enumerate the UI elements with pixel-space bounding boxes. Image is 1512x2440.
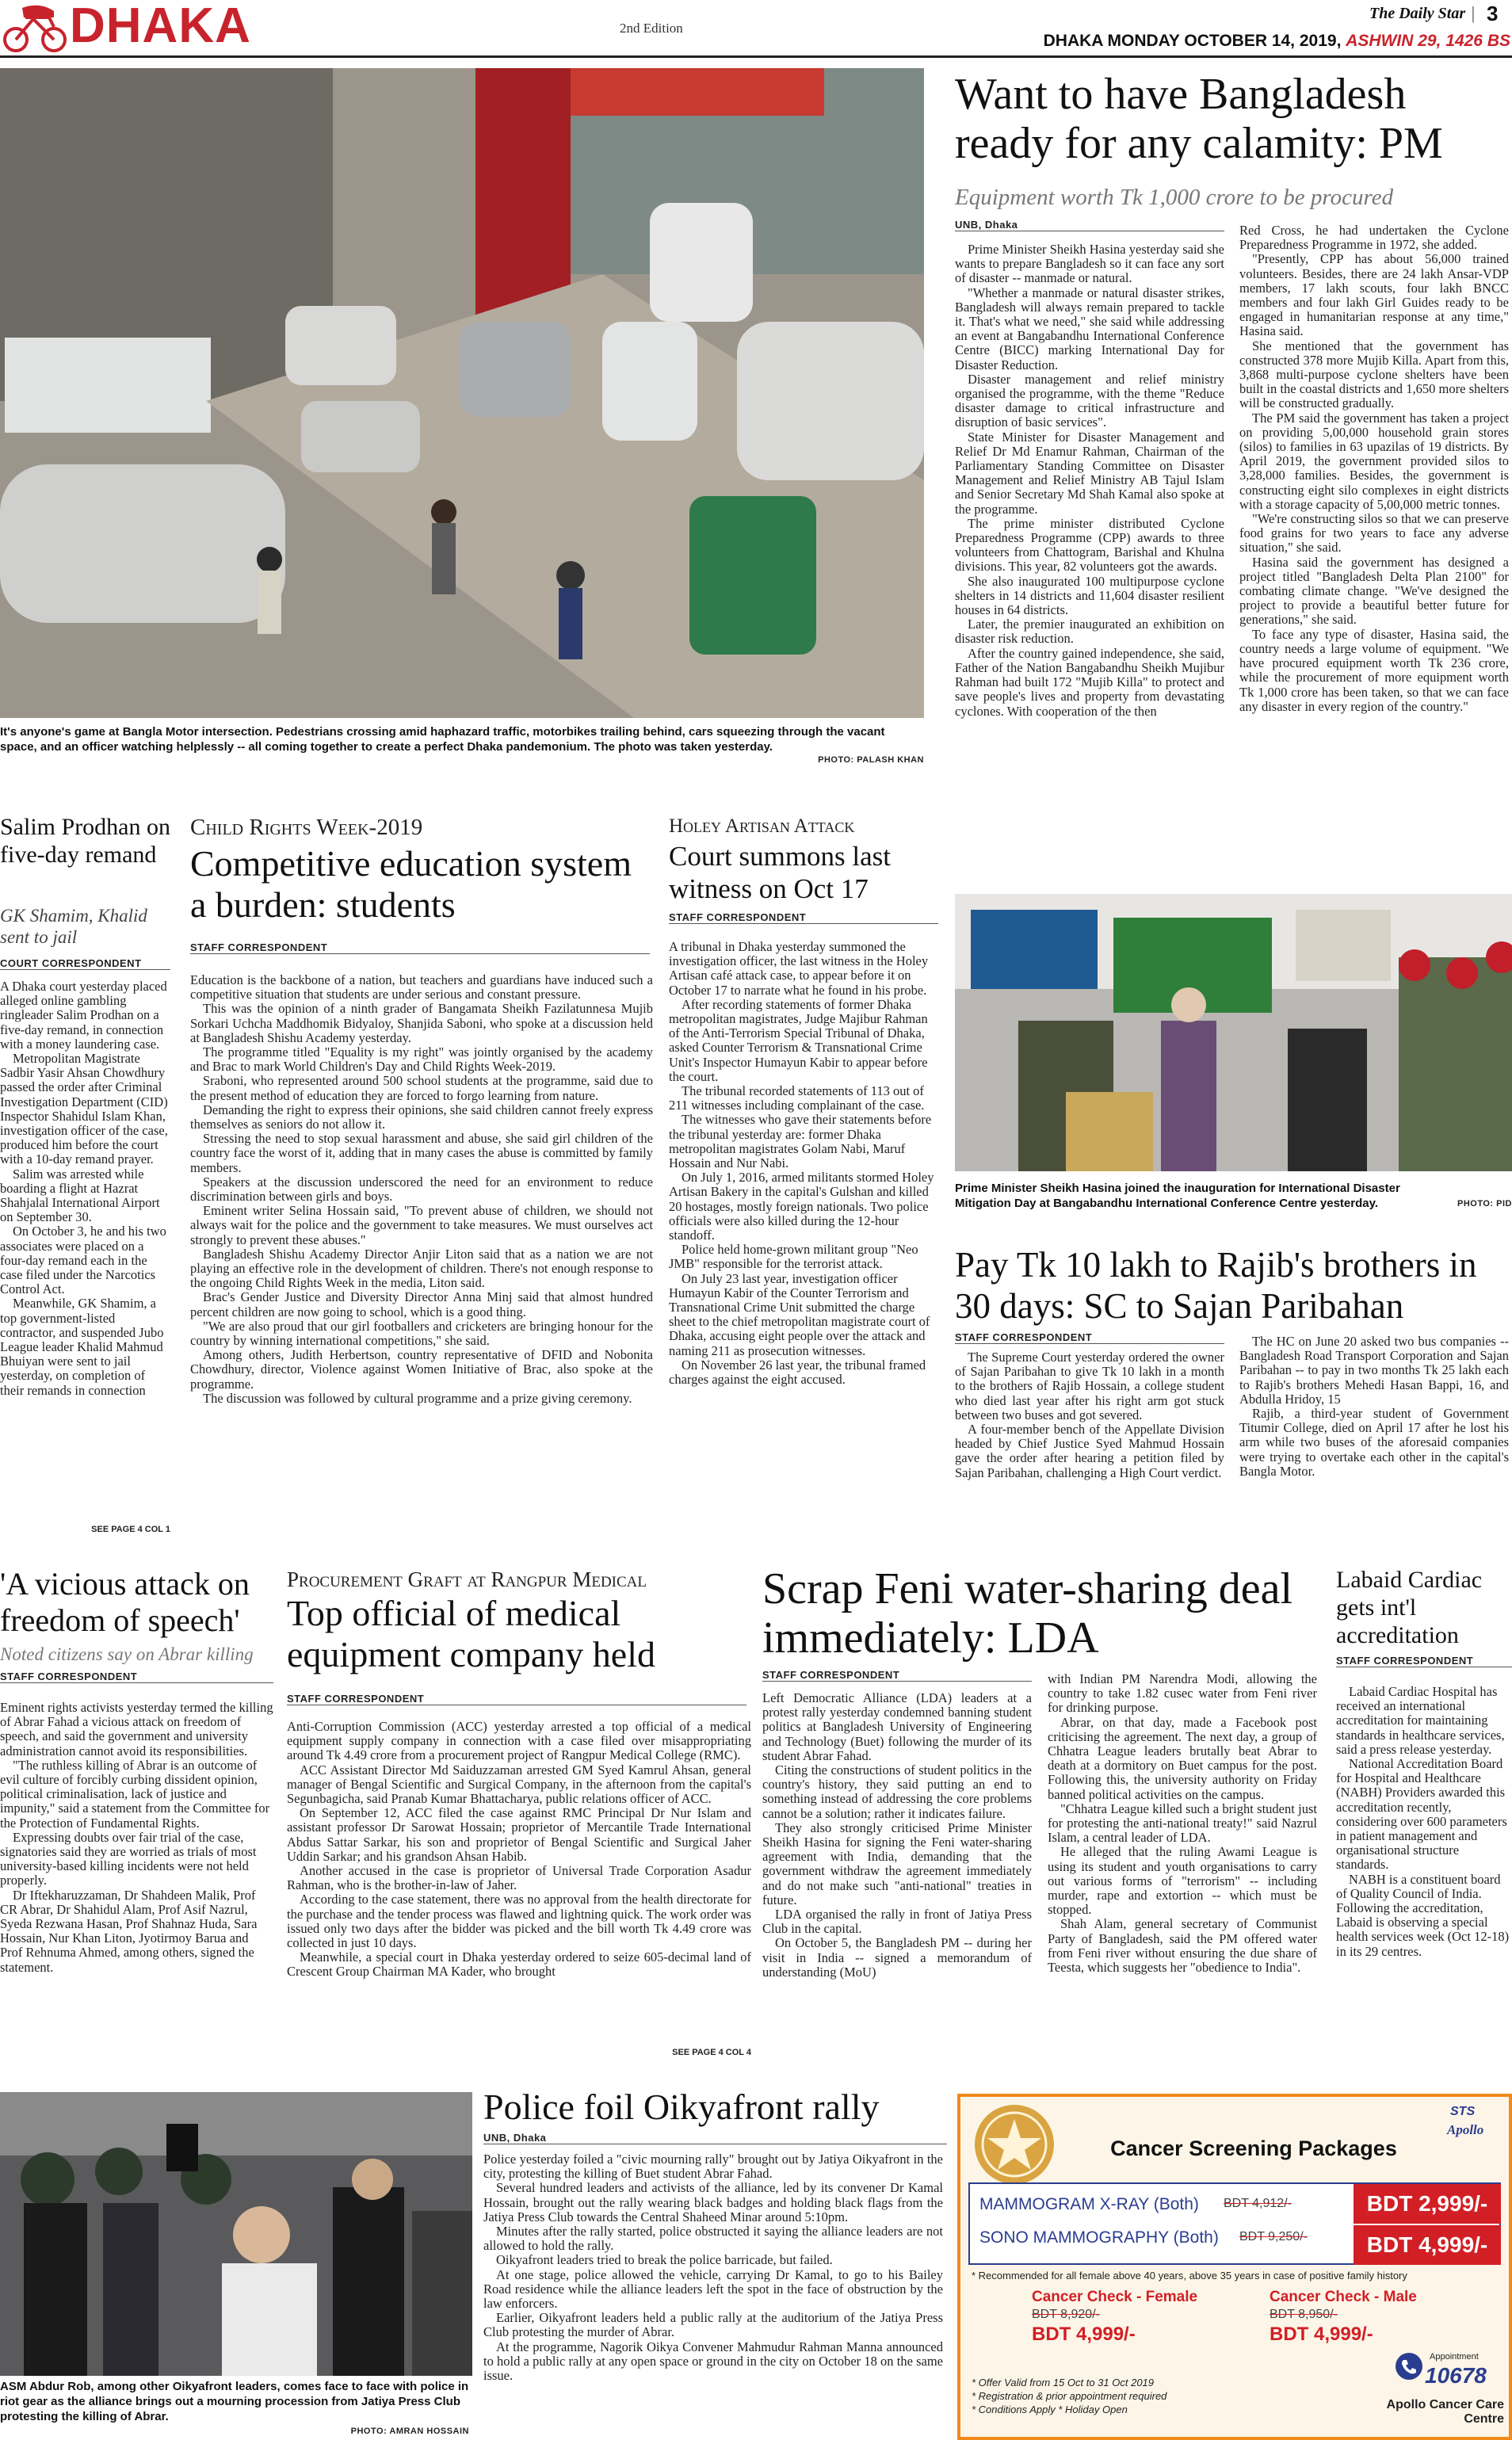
photo2-credit: PHOTO: PID	[1457, 1199, 1512, 1209]
oikyafront-photo	[0, 2092, 472, 2376]
rajib-column-1	[955, 1350, 1224, 1480]
male-package	[1270, 2289, 1476, 2346]
paragraph: The Supreme Court yesterday ordered the owner of Sajan Paribahan to give Tk 10 lakh in a month to the brothers of Rajib Hossain, a college student who died last year after his right arm got stuck between two buses and got severed.	[955, 1350, 1224, 1422]
labaid-byline	[1336, 1655, 1512, 1667]
appointment-label: Appointment	[1430, 2352, 1479, 2362]
labaid-byline-text: STAFF CORRESPONDENT	[1336, 1655, 1512, 1667]
rickshaw-icon	[2, 3, 68, 54]
paragraph: Brac's Gender Justice and Diversity Director Anna Minj said that almost hundred percent children are now going to school, which is a good thing.	[190, 1289, 653, 1319]
paragraph: The HC on June 20 asked two bus companies -- Bangladesh Road Transport Corporation and Sajan Paribahan -- to pay in two months Tk 25 lakh each to Rajib's brothers Mehedi Hasan Bappi, 16, and Abdulla Hridoy, 15	[1239, 1334, 1509, 1407]
term: * Conditions Apply * Holiday Open	[972, 2404, 1128, 2415]
paragraph: They also strongly criticised Prime Minister Sheikh Hasina for signing the Feni water-sharing agreement with India, demanding that the government withdraw the agreement immediately and do not make such "anti-national" treaties in future.	[762, 1819, 1032, 1907]
ad-terms	[972, 2376, 1233, 2416]
paragraph: Expressing doubts over fair trial of the case, signatories said they are worried as trials of most university-based killing incidents were not held properly.	[0, 1829, 257, 1888]
paragraph: Eminent rights activists yesterday termed the killing of Abrar Fahad a vicious attack on freedom of speech, and said the government and university administration cannot avoid its responsibilities.	[0, 1700, 273, 1758]
salim-headline: Salim Prodhan on five-day remand	[0, 814, 170, 868]
paragraph: Salim was arrested while boarding a flight at Hazrat Shahjalal International Airport on September 30.	[0, 1166, 160, 1225]
paragraph: Rajib, a third-year student of Government Titumir College, died on April 17 after he lost his arm while two buses of the aforesaid companies were trying to overtake each other in the capital's Bangla Motor.	[1239, 1406, 1509, 1479]
centre-name: Apollo Cancer Care Centre	[1386, 2398, 1504, 2426]
gold-badge-icon	[967, 2102, 1062, 2187]
pm-byline-text: UNB, Dhaka	[955, 219, 1224, 231]
paragraph: NABH is a constituent board of Quality Council of India. Following the accreditation, Labaid is observing a special health services week (Oct 12-18) in its 29 centres.	[1336, 1871, 1510, 1959]
oikya-byline-text: UNB, Dhaka	[483, 2132, 947, 2144]
paragraph: According to the case statement, there was no approval from the health directorate for the purchase and the tender process was flawed and lightning quick. The work order was issued only two days after the bidder was picked and the bill worth Tk 4.49 crore was collected in just 10 days.	[287, 1892, 751, 1951]
paragraph: Anti-Corruption Commission (ACC) yesterday arrested a top official of a medical equipment supply company in connection with a case filed over misappropriating around Tk 4.49 crore from a procurement project of Rangpur Medical College (RMC).	[287, 1719, 751, 1763]
salim-byline	[0, 957, 170, 970]
rmc-body	[287, 1720, 751, 1980]
feni-headline: Scrap Feni water-sharing deal immediately: LDA	[762, 1564, 1293, 1663]
paragraph: Abrar, on that day, made a Facebook post criticising the agreement. The next day, a group of Chhatra League leaders brutally beat Abrar to death at a dormitory on Buet campus for the post. Following this, the university authority on Friday banned political activities on the campus.	[1048, 1714, 1317, 1802]
salim-body	[0, 979, 170, 1398]
apollo-ad	[957, 2094, 1512, 2440]
dateline-bangla: ASHWIN 29, 1426 BS	[1346, 32, 1510, 50]
rajib-byline	[955, 1331, 1224, 1344]
paragraph: Prime Minister Sheikh Hasina yesterday said she wants to prepare Bangladesh so it can face any sort of disaster -- manmade or natural.	[955, 242, 1224, 286]
female-package	[1032, 2289, 1238, 2346]
child-headline: Competitive education system a burden: students	[190, 843, 632, 925]
sts-logo: STS	[1450, 2105, 1476, 2118]
sono-label: SONO MAMMOGRAPHY (Both)	[979, 2228, 1219, 2247]
ad-note: * Recommended for all female above 40 years, above 35 years in case of positive family history	[972, 2270, 1407, 2282]
pm-byline	[955, 219, 1224, 231]
oikya-headline: Police foil Oikyafront rally	[483, 2087, 880, 2127]
paragraph: The discussion was followed by cultural programme and a prize giving ceremony.	[203, 1390, 632, 1406]
child-byline	[190, 941, 650, 954]
paragraph: On October 5, the Bangladesh PM -- during her visit in India -- signed a memorandum of understanding (MoU)	[762, 1935, 1032, 1980]
paragraph: "We are also proud that our girl footballers and cricketers are bringing honour for the country by winning international competitions," she said.	[190, 1318, 653, 1349]
paragraph: LDA organised the rally in front of Jatiya Press Club in the capital.	[762, 1907, 1032, 1937]
holey-byline-text: STAFF CORRESPONDENT	[669, 911, 938, 924]
pm-event-photo	[955, 894, 1512, 1171]
holey-body	[669, 940, 940, 1387]
paragraph: Meanwhile, a special court in Dhaka yesterday ordered to seize 605-decimal land of Crescent Group Chairman MA Kader, who brought	[287, 1949, 751, 1980]
paragraph: Another accused in the case is proprietor of Universal Trade Corporation Asadur Rahman, who is the brother-in-law of Jaher.	[287, 1863, 751, 1893]
child-body	[190, 973, 653, 1406]
rajib-column-2	[1239, 1335, 1509, 1479]
paragraph: Hasina said the government has designed a project titled "Bangladesh Delta Plan 2100" for combating climate change. "We've designed the project to provide a beautiful better future for generations," she said.	[1239, 554, 1509, 628]
paragraph: Meanwhile, GK Shamim, a top government-listed contractor, and suspended Jubo League leader Khalid Mahmud Bhuiyan were sent to jail yesterday, on completion of their remands in connection	[0, 1296, 164, 1398]
paragraph: Education is the backbone of a nation, but teachers and guardians have induced such a competitive situation that students are under serious and constant pressure.	[190, 972, 653, 1002]
page-separator: |	[1471, 3, 1476, 23]
sono-old-price: BDT 9,250/-	[1239, 2230, 1308, 2243]
paragraph: Minutes after the rally started, police obstructed it saying the alliance leaders are not allowed to hold the rally.	[483, 2224, 943, 2254]
abrar-body	[0, 1701, 273, 1975]
paragraph: The prime minister distributed Cyclone Preparedness Programme (CPP) awards to three volunteers from Chattogram, Barishal and Khulna divisions. This year, 82 volunteers got the awards.	[955, 515, 1224, 575]
apollo-logo: Apollo	[1447, 2122, 1484, 2137]
paragraph: He alleged that the ruling Awami League is using its student and youth organisations to carry out various forms of "terrorism" -- including murder, rape and extortion -- which must be stopped.	[1048, 1844, 1317, 1918]
holey-headline: Court summons last witness on Oct 17	[669, 841, 892, 904]
rajib-headline: Pay Tk 10 lakh to Rajib's brothers in 30 days: SC to Sajan Paribahan	[955, 1245, 1477, 1326]
paragraph: To face any type of disaster, Hasina said, the country needs a large volume of equipment. "We have procured equipment worth Tk 236 crore, while the procurement of more equipment worth Tk 1,000 crore has been taken, so that we can face any disaster in every region of the country."	[1239, 626, 1509, 714]
ad-price-box	[968, 2182, 1501, 2265]
paragraph: On October 3, he and his two associates were placed on a four-day remand each in the case filed under the Narcotics Control Act.	[0, 1224, 166, 1297]
paragraph: Police yesterday foiled a "civic mourning rally" brought out by Jatiya Oikyafront in the city, protesting the killing of Buet student Abrar Fahad.	[483, 2152, 943, 2182]
paragraph: The PM said the government has taken a project on providing 5,00,000 household grain stores (silos) to families in 63 upazilas of 19 districts. By April 2019, the government provided silos to 3,28,000 families. Besides, the government is constructing eight silo complexes in eight districts with a storage capacity of 5,00,000 metric tonnes.	[1239, 410, 1509, 512]
salim-see-page: SEE PAGE 4 COL 1	[91, 1525, 170, 1534]
paragraph: Later, the premier inaugurated an exhibition on disaster risk reduction.	[955, 617, 1224, 647]
masthead	[0, 0, 1512, 57]
labaid-headline: Labaid Cardiac gets int'l accreditation	[1336, 1567, 1483, 1648]
paragraph: Eminent writer Selina Hossain said, "To prevent abuse of children, we should not always wait for the police and the government to take measures. We must ourselves act strongly to prevent these abuses."	[190, 1203, 653, 1247]
paragraph: The tribunal recorded statements of 113 out of 211 witnesses including complainant of the case.	[669, 1083, 925, 1113]
paragraph: Disaster management and relief ministry organised the programme, with the theme "Reduce disaster damage to critical infrastructure and disruption of basic services".	[955, 371, 1224, 430]
paper-name: The Daily Star	[1369, 5, 1466, 22]
paragraph: ACC Assistant Director Md Saiduzzaman arrested GM Syed Kamrul Ahsan, general manager of Bengal Scientific and Surgical Company, in the afternoon from the capital's Segunbagicha, said Pranab Kumar Bhattacharya, public relations officer of ACC.	[287, 1762, 751, 1807]
paragraph: Police held home-grown militant group "Neo JMB" responsible for the terrorist attack.	[669, 1242, 918, 1272]
term: * Registration & prior appointment required	[972, 2390, 1167, 2402]
paragraph: Metropolitan Magistrate Sadbir Yasir Ahsan Chowdhury passed the order after Criminal Investigation Department (CID) Inspector Shahidul Islam Khan, investigation officer of the case, produced him before the court with a 10-day remand prayer.	[0, 1051, 168, 1167]
rajib-byline-text: STAFF CORRESPONDENT	[955, 1331, 1224, 1344]
salim-dek: GK Shamim, Khalid sent to jail	[0, 906, 147, 947]
feni-byline	[762, 1669, 1032, 1682]
paragraph: Sraboni, who represented around 500 school students at the programme, said due to the present method of education they are forced to forgo learning from nature.	[190, 1073, 653, 1103]
female-old-price: BDT 8,920/-	[1032, 2308, 1100, 2321]
child-byline-text: STAFF CORRESPONDENT	[190, 941, 650, 954]
pm-column-2	[1239, 223, 1509, 714]
feni-column-2	[1048, 1672, 1317, 1975]
appointment-number[interactable]: 10678	[1425, 2363, 1487, 2388]
abrar-headline: 'A vicious attack on freedom of speech'	[0, 1566, 250, 1638]
paragraph: National Accreditation Board for Hospital and Healthcare (NABH) Providers awarded this accreditation recently, considering over 600 parameters in patient management and organisational structure standards.	[1336, 1756, 1507, 1873]
mammogram-new-price: BDT 2,999/-	[1354, 2184, 1501, 2224]
page-number: 3	[1487, 2, 1499, 25]
section-title: DHAKA	[70, 0, 251, 53]
male-title: Cancer Check - Male	[1270, 2289, 1417, 2305]
dateline-date: DHAKA MONDAY OCTOBER 14, 2019,	[1043, 32, 1342, 50]
photo1-credit: PHOTO: PALASH KHAN	[818, 755, 924, 765]
paragraph: Oikyafront leaders tried to break the police barricade, but failed.	[496, 2252, 833, 2268]
traffic-photo	[0, 68, 924, 718]
paragraph: After the country gained independence, she said, Father of the Nation Bangabandhu Sheikh Mujibur Rahman had built 172 "Mujib Killa" to protect and save people's lives and property from devastating cyclones. With cooperation of the then	[955, 645, 1224, 719]
rmc-byline	[287, 1693, 746, 1705]
dateline	[932, 32, 1510, 51]
paragraph: The programme titled "Equality is my right" was jointly organised by the academy and Brac to mark World Children's Day and Child Rights Week-2019.	[190, 1044, 653, 1075]
paragraph: "Presently, CPP has about 56,000 trained volunteers. Besides, there are 24 lakh Ansar-VDP members, 17 lakh scouts, four lakh BNCC members and four lakh Girl Guides ready to be engaged in humanitarian response at any time," Hasina said.	[1239, 251, 1509, 339]
paragraph: On November 26 last year, the tribunal framed charges against the eight accused.	[669, 1357, 926, 1388]
paragraph: Demanding the right to express their opinions, she said children cannot freely express themselves as seniors do not allow it.	[190, 1102, 653, 1132]
paragraph: "We're constructing silos so that we can preserve food grains for two years to face any adverse situation," she said.	[1239, 511, 1509, 556]
holey-kicker: Holey Artisan Attack	[669, 815, 855, 837]
female-new-price: BDT 4,999/-	[1032, 2324, 1136, 2345]
paragraph: Left Democratic Alliance (LDA) leaders at a protest rally yesterday condemned banning student politics at Bangladesh University of Engineering and Technology (Buet) following the murder of its student Abrar Fahad.	[762, 1690, 1032, 1763]
mammogram-old-price: BDT 4,912/-	[1224, 2197, 1292, 2210]
feni-byline-text: STAFF CORRESPONDENT	[762, 1669, 1032, 1682]
edition-label: 2nd Edition	[620, 21, 683, 36]
paragraph: On July 1, 2016, armed militants stormed Holey Artisan Bakery in the capital's Gulshan and killed 20 hostages, mostly foreign nationals. Two police officials were also killed during the 12-hour standoff.	[669, 1170, 934, 1243]
paragraph: After recording statements of former Dhaka metropolitan magistrates, Judge Majibur Rahman of the Anti-Terrorism Special Tribunal of Dhaka, asked Counter Terrorism & Transnational Crime Unit's Inspector Humayun Kabir to appear before the court.	[669, 996, 928, 1084]
child-kicker: Child Rights Week-2019	[190, 815, 423, 840]
male-new-price: BDT 4,999/-	[1270, 2324, 1373, 2345]
feni-column-1	[762, 1691, 1032, 1980]
paragraph: At the programme, Nagorik Oikya Convener Mahmudur Rahman Manna announced to hold a public rally at any open space or ground in the city on October 18 on the same issue.	[483, 2339, 943, 2384]
paragraph: Speakers at the discussion underscored the need for an environment to reduce discrimination between girls and boys.	[190, 1174, 653, 1205]
paragraph: The witnesses who gave their statements before the tribunal yesterday are: former Dhaka metropolitan magistrates Golam Nabi, Maruf Hossain and Nur Nabi.	[669, 1112, 932, 1171]
abrar-byline-text: STAFF CORRESPONDENT	[0, 1671, 273, 1683]
paragraph: This was the opinion of a ninth grader of Bangamata Sheikh Fazilatunnesa Mujib Sorkari Uchcha Maddhomik Bidyaloy, Shanjida Saboni, who spoke at a discussion held at Bangladesh Shishu Academy yesterday.	[190, 1001, 653, 1045]
paragraph: On July 23 last year, investigation officer Humayun Kabir of the Counter Terrorism and Transnational Crime Unit submitted the charge sheet to the chief metropolitan magistrate court of Dhaka, accusing eight people over the attack and naming 211 as prosecution witnesses.	[669, 1270, 930, 1358]
paragraph: Shah Alam, general secretary of Communist Party of Bangladesh, said the PM offered water from Feni river without ensuring the due share of Teesta, which suggests her "obedience to India".	[1048, 1916, 1317, 1976]
labaid-body	[1336, 1685, 1512, 1959]
holey-byline	[669, 911, 938, 924]
paragraph: "Whether a manmade or natural disaster strikes, Bangladesh will always remain prepared to tackle it. That's what we need," she said while addressing an event at Bangabandhu International Conference Centre (BICC) marking International Day for Disaster Reduction.	[955, 284, 1224, 372]
female-title: Cancer Check - Female	[1032, 2289, 1198, 2305]
photo1-caption: It's anyone's game at Bangla Motor intersection. Pedestrians crossing amid haphazard traffic, motorbikes trailing behind, cars squeezing through the vacant space, and an officer watching helplessly -- all coming together to create a perfect Dhaka pandemonium. The photo was taken yesterday.	[0, 725, 885, 754]
paragraph: "The ruthless killing of Abrar is an outcome of evil culture of forcibly curbing dissident opinion, political criminalisation, lack of justice and impunity," said a statement from the Committee for the Protection of Fundamental Rights.	[0, 1757, 270, 1831]
pm-column-1	[955, 242, 1224, 719]
paragraph: On September 12, ACC filed the case against RMC Principal Dr Nur Islam and assistant professor Dr Sarowat Hossain; proprietor of Mercantile Trade International Abdus Sattar Sarkar, his son and proprietor of Bengal Scientific and Surgical Jaher Uddin Sarkar; and his grandson Ahsan Habib.	[287, 1805, 751, 1864]
sono-new-price: BDT 4,999/-	[1354, 2225, 1501, 2265]
abrar-dek: Noted citizens say on Abrar killing	[0, 1644, 254, 1664]
male-old-price: BDT 8,950/-	[1270, 2308, 1338, 2321]
rmc-headline: Top official of medical equipment company held	[287, 1593, 655, 1674]
oikya-body	[483, 2152, 943, 2383]
term: * Offer Valid from 15 Oct to 31 Oct 2019	[972, 2377, 1155, 2388]
phone-icon	[1395, 2352, 1423, 2381]
pm-dek: Equipment worth Tk 1,000 crore to be procured	[955, 185, 1394, 210]
paragraph: Stressing the need to stop sexual harassment and abuse, she said girl children of the country face the worst of it, adding that in many cases the abuse is committed by family members.	[190, 1131, 653, 1175]
paragraph: Citing the constructions of student politics in the country's history, they said putting an end to something instead of addressing the core problems cannot be a solution; rather it indicates failure.	[762, 1762, 1032, 1821]
pm-headline: Want to have Bangladesh ready for any calamity: PM	[955, 70, 1443, 168]
photo3-caption: ASM Abdur Rob, among other Oikyafront leaders, comes face to face with police in riot gear as the alliance brings out a mourning procession from Jatiya Press Club protesting the killing of Abrar.	[0, 2380, 469, 2423]
paragraph: A tribunal in Dhaka yesterday summoned the investigation officer, the last witness in the Holey Artisan café attack case, to appear before it on October 17 to narrate what he found in his probe.	[669, 939, 929, 998]
paragraph: Dr Iftekharuzzaman, Dr Shahdeen Malik, Prof CR Abrar, Dr Shahidul Alam, Prof Asif Nazrul, Syeda Rezwana Hasan, Prof Shahnaz Huda, Sara Hossain, Nur Khan Liton, Jyotirmoy Barua and Prof Rehnuma Ahmed, among others, signed the statement.	[0, 1887, 258, 1975]
abrar-byline	[0, 1671, 273, 1683]
paragraph: She also inaugurated 100 multipurpose cyclone shelters in 14 districts and 11,604 disaster resilient houses in 64 districts.	[955, 573, 1224, 618]
paragraph: At one stage, police allowed the vehicle, carrying Dr Kamal, to go to his Bailey Road residence while the alliance leaders left the spot in the face of obstruction by the law enforcers.	[483, 2266, 943, 2312]
rmc-see-page: SEE PAGE 4 COL 4	[672, 2048, 751, 2057]
photo2-caption: Prime Minister Sheikh Hasina joined the inauguration for International Disaster Mitigation Day at Bangabandhu International Conference Centre yesterday.	[955, 1182, 1400, 1210]
paragraph: Labaid Cardiac Hospital has received an international accreditation for maintaining standards in healthcare services, said a press release yesterday.	[1336, 1684, 1505, 1757]
ad-title: Cancer Screening Packages	[1110, 2136, 1397, 2160]
paragraph: Several hundred leaders and activists of the alliance, led by its convener Dr Kamal Hossain, brought out the rally wearing black badges and holding black flags from the Jatiya Press Club towards the Central Shaheed Minar around 5:10pm.	[483, 2180, 943, 2224]
mammogram-label: MAMMOGRAM X-RAY (Both)	[979, 2195, 1199, 2213]
paragraph: She mentioned that the government has constructed 378 more Mujib Killa. Apart from this, 3,868 multi-purpose cyclone shelters have been built in the coastal districts and 1,650 more shelters will be constructed gradually.	[1239, 338, 1509, 411]
paragraph: "Chhatra League killed such a bright student just for protesting the anti-national treaty!" said Nazrul Islam, a central leader of LDA.	[1048, 1800, 1317, 1846]
rmc-byline-text: STAFF CORRESPONDENT	[287, 1693, 746, 1705]
masthead-rule	[0, 55, 1512, 58]
paragraph: Bangladesh Shishu Academy Director Anjir Liton said that as a nation we are not playing an effective role in the development of children. There's not enough response to the ongoing Child Rights Week in the media, Liton said.	[190, 1246, 653, 1291]
paragraph: State Minister for Disaster Management and Relief Dr Md Enamur Rahman, Chairman of the Parliamentary Standing Committee on Disaster Management and Relief Ministry AB Tajul Islam and Senior Secretary Md Shah Kamal also spoke at the programme.	[955, 429, 1224, 517]
rmc-kicker: Procurement Graft at Rangpur Medical	[287, 1567, 647, 1591]
paragraph: A four-member bench of the Appellate Division headed by Chief Justice Syed Mahmud Hossain gave the order after hearing a petition filed by Sajan Paribahan, challenging a High Court verdict.	[955, 1422, 1224, 1480]
paragraph: A Dhaka court yesterday placed alleged online gambling ringleader Salim Prodhan on a five-day remand, in connection with a money laundering case.	[0, 979, 167, 1052]
paragraph: with Indian PM Narendra Modi, allowing the country to take 1.82 cusec water from Feni river for drinking purpose.	[1048, 1671, 1317, 1716]
oikya-byline	[483, 2132, 947, 2144]
salim-byline-text: COURT CORRESPONDENT	[0, 957, 170, 970]
paragraph: Red Cross, he had undertaken the Cyclone Preparedness Programme in 1972, she added.	[1239, 223, 1509, 253]
paragraph: Earlier, Oikyafront leaders held a public rally at the auditorium of the Jatiya Press Club protesting the murder of Abrar.	[483, 2310, 943, 2340]
photo3-credit: PHOTO: AMRAN HOSSAIN	[350, 2427, 469, 2436]
paragraph: Among others, Judith Herbertson, country representative of DFID and Nobonita Chowdhury, director, Violence against Women Initiative of Brac, also spoke at the programme.	[190, 1347, 653, 1392]
